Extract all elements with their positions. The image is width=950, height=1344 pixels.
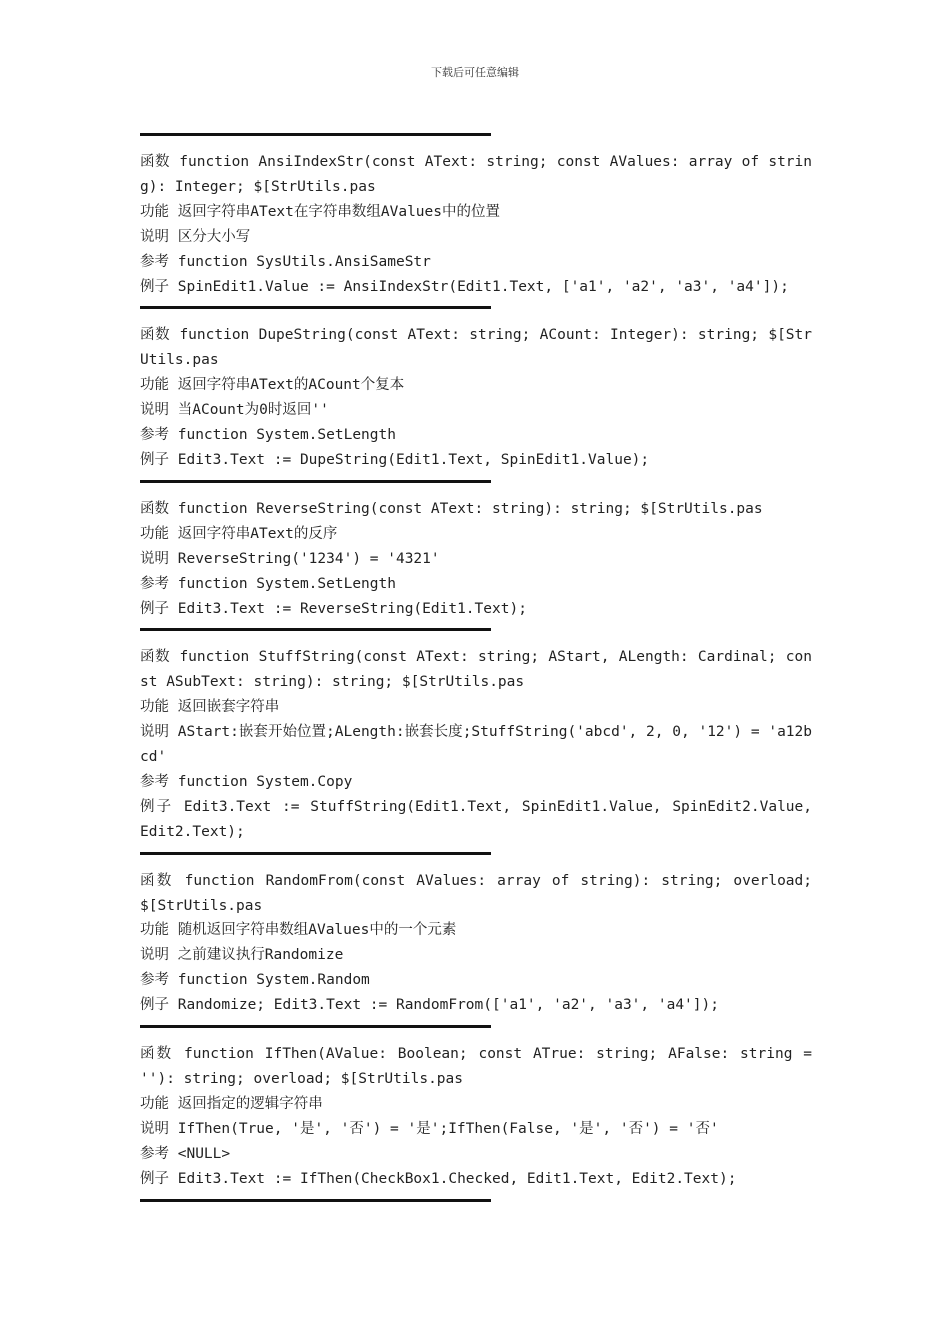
entry-reference: 参考 function System.Random [140, 972, 370, 989]
page-header: 下载后可任意编辑 [431, 66, 519, 79]
entry-function: 功能 返回字符串AText的反序 [140, 525, 338, 542]
entry-function: 功能 返回字符串AText在字符串数组AValues中的位置 [140, 203, 500, 220]
entry-function: 功能 返回字符串AText的ACount个复本 [140, 377, 405, 394]
separator-rule [140, 480, 491, 483]
function-entry [140, 150, 812, 299]
entry-reference: 参考 <NULL> [140, 1145, 231, 1162]
entry-signature: 函数 function IfThen(AValue: Boolean; const ATrue: string; AFalse: string = ''): string; overload; $[StrUtils.pas [140, 1046, 821, 1087]
entry-signature: 函数 function DupeString(const AText: string; ACount: Integer): string; $[StrUtils.pas [140, 327, 812, 369]
entry-note: 说明 当ACount为0时返回'' [140, 402, 329, 419]
function-entry [140, 869, 821, 1018]
entry-signature: 函数 function StuffString(const AText: string; AStart, ALength: Cardinal; const ASubText: string): string; $[StrUtils.pas [140, 649, 812, 691]
entry-example: 例子 Edit3.Text := IfThen(CheckBox1.Checked, Edit1.Text, Edit2.Text); [140, 1170, 737, 1187]
entry-example: 例子 SpinEdit1.Value := AnsiIndexStr(Edit1.Text, ['a1', 'a2', 'a3', 'a4']); [140, 278, 789, 295]
entry-signature: 函数 function RandomFrom(const AValues: array of string): string; overload; $[StrUtils.pas [140, 872, 821, 914]
function-entry [140, 645, 821, 844]
entry-function: 功能 返回指定的逻辑字符串 [140, 1095, 323, 1112]
separator-rule [140, 306, 491, 309]
entry-reference: 参考 function System.SetLength [140, 575, 396, 592]
entry-reference: 参考 function System.SetLength [140, 427, 396, 444]
entry-function: 功能 随机返回字符串数组AValues中的一个元素 [140, 922, 457, 939]
entry-reference: 参考 function SysUtils.AnsiSameStr [140, 253, 431, 270]
function-entry [140, 1042, 821, 1191]
entry-example: 例子 Edit3.Text := StuffString(Edit1.Text, SpinEdit1.Value, SpinEdit2.Value, Edit2.Text); [140, 798, 821, 840]
entry-note: 说明 ReverseString('1234') = '4321' [140, 550, 440, 567]
separator-rule [140, 1025, 491, 1028]
entry-reference: 参考 function System.Copy [140, 773, 353, 790]
separator-rule [140, 628, 491, 631]
entry-function: 功能 返回嵌套字符串 [140, 699, 280, 716]
function-entry [140, 497, 812, 622]
entry-note: 说明 之前建议执行Randomize [140, 947, 344, 964]
document-body [140, 126, 821, 1202]
entry-signature: 函数 function AnsiIndexStr(const AText: string; const AValues: array of string): Integer; $[StrUtils.pas [140, 154, 812, 195]
entry-note: 说明 AStart:嵌套开始位置;ALength:嵌套长度;StuffString('abcd', 2, 0, '12') = 'a12bcd' [140, 724, 812, 766]
entry-example: 例子 Randomize; Edit3.Text := RandomFrom(['a1', 'a2', 'a3', 'a4']); [140, 997, 719, 1014]
separator-rule [140, 133, 491, 136]
entry-note: 说明 IfThen(True, '是', '否') = '是';IfThen(False, '是', '否') = '否' [140, 1120, 719, 1137]
separator-rule [140, 1199, 491, 1202]
entry-note: 说明 区分大小写 [140, 228, 251, 245]
separator-rule [140, 852, 491, 855]
entry-example: 例子 Edit3.Text := DupeString(Edit1.Text, SpinEdit1.Value); [140, 451, 650, 468]
function-entry [140, 323, 812, 472]
entry-signature: 函数 function ReverseString(const AText: string): string; $[StrUtils.pas [140, 500, 763, 517]
entry-example: 例子 Edit3.Text := ReverseString(Edit1.Text); [140, 600, 527, 617]
